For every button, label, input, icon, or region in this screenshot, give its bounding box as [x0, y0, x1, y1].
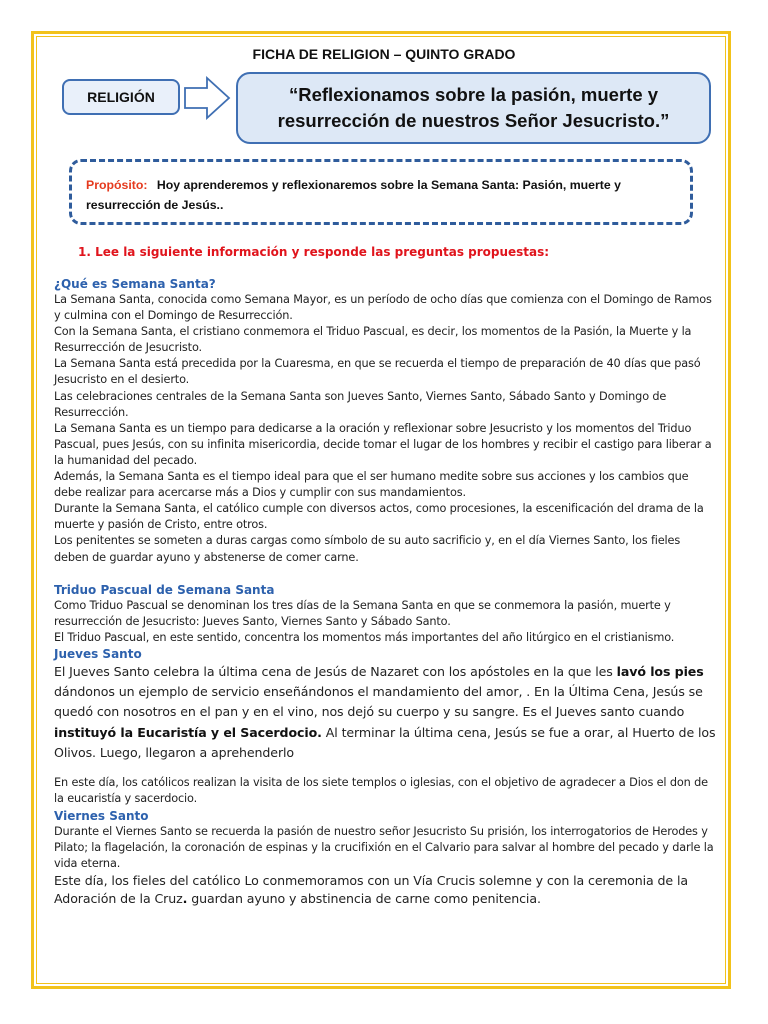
- spacer: [54, 763, 716, 775]
- section-heading-que-es: ¿Qué es Semana Santa?: [54, 277, 216, 291]
- page-title: FICHA DE RELIGION – QUINTO GRADO: [252, 46, 516, 62]
- text-run: dándonos un ejemplo de servicio enseñándonos el mandamiento del amor, . En la Última Cena, Jesús se quedó con nosotros en el pan y en el vino, nos dejó su cuerpo y su sangre. Es el Jueves santo cuando: [54, 684, 703, 720]
- content: [54, 276, 716, 908]
- topic-text: “Reflexionamos sobre la pasión, muerte y resurrección de nuestros Señor Jesucristo.”: [277, 84, 670, 131]
- paragraph-viernes: [54, 872, 716, 908]
- section-heading-triduo: Triduo Pascual de Semana Santa: [54, 582, 275, 597]
- text-run: El Jueves Santo celebra la última cena de Jesús de Nazaret con los apóstoles en la que les: [54, 663, 617, 679]
- subject-box: [62, 79, 180, 115]
- paragraph: La Semana Santa está precedida por la Cuaresma, en que se recuerda el tiempo de preparación de 40 días que pasó Jesucristo en el desierto.: [54, 357, 701, 387]
- paragraph: La Semana Santa es un tiempo para dedicarse a la oración y reflexionar sobre Jesucristo y los momentos del Triduo Pascual, pues Jesús, con su infinita misericordia, decide tomar el lugar de los hombres y recibir el castigo para liberar a la humanidad del pecado.: [54, 421, 712, 467]
- purpose-box: [69, 159, 693, 225]
- topic-box: [236, 72, 711, 144]
- paragraph-jueves: [54, 662, 716, 763]
- section-heading-jueves: Jueves Santo: [54, 646, 142, 661]
- text-run: Al terminar la última cena, Jesús se fue a orar, al Huerto de los Olivos. Luego, llegaron a aprehenderlo: [54, 724, 716, 761]
- spacer: [54, 566, 716, 582]
- section-heading-viernes: Viernes Santo: [54, 808, 149, 823]
- subject-label: RELIGIÓN: [87, 89, 155, 105]
- paragraph: Las celebraciones centrales de la Semana Santa son Jueves Santo, Viernes Santo, Sábado Santo y Domingo de Resurrección.: [54, 389, 667, 419]
- paragraph: El Triduo Pascual, en este sentido, concentra los momentos más importantes del año litúrgico en el cristianismo.: [54, 630, 675, 644]
- purpose-label: Propósito:: [86, 178, 148, 192]
- paragraph: Como Triduo Pascual se denominan los tres días de la Semana Santa en que se conmemora la pasión, muerte y resurrección de Jesucristo: Jueves Santo, Viernes Santo y Sábado Santo.: [54, 598, 671, 628]
- paragraph: Además, la Semana Santa es el tiempo ideal para que el ser humano medite sobre sus acciones y los cambios que debe realizar para acercarse más a Dios y cumplir con sus mandamientos.: [54, 470, 689, 500]
- text-run: guardan ayuno y abstinencia de carne como penitencia.: [187, 890, 541, 906]
- purpose-text: Hoy aprenderemos y reflexionaremos sobre la Semana Santa: Pasión, muerte y resurrección de Jesús..: [86, 178, 621, 212]
- paragraph: Durante el Viernes Santo se recuerda la pasión de nuestro señor Jesucristo Su prisión, los interrogatorios de Herodes y Pilato; la flagelación, la coronación de espinas y la crucifixión en el Calvario para salvar al hombre del pecado y darle la vida eterna.: [54, 824, 714, 870]
- bold-text: .: [182, 890, 188, 906]
- paragraph: En este día, los católicos realizan la visita de los siete templos o iglesias, con el objetivo de agradecer a Dios el don de la eucaristía y sacerdocio.: [54, 776, 708, 806]
- paragraph: Durante la Semana Santa, el católico cumple con diversos actos, como procesiones, la escenificación del drama de la muerte y pasión de Cristo, entre otros.: [54, 502, 704, 532]
- instruction-heading: 1. Lee la siguiente información y responde las preguntas propuestas:: [78, 245, 550, 259]
- paragraph: Los penitentes se someten a duras cargas como símbolo de su auto sacrificio y, en el día Viernes Santo, los fieles deben de guardar ayuno y abstenerse de comer carne.: [54, 534, 681, 564]
- text-run: Este día, los fieles del católico Lo conmemoramos con un Vía Crucis solemne y con la ceremonia de la Adoración de la Cruz: [54, 872, 688, 906]
- arrow-right-icon: [183, 76, 233, 120]
- paragraph: Con la Semana Santa, el cristiano conmemora el Triduo Pascual, es decir, los momentos de la Pasión, la Muerte y la Resurrección de Jesucristo.: [54, 325, 692, 355]
- bold-text: instituyó la Eucaristía y el Sacerdocio.: [54, 724, 322, 740]
- paragraph: La Semana Santa, conocida como Semana Mayor, es un período de ocho días que comienza con el Domingo de Ramos y culmina con el Domingo de Resurrección.: [54, 293, 712, 323]
- bold-text: lavó los pies: [616, 663, 704, 679]
